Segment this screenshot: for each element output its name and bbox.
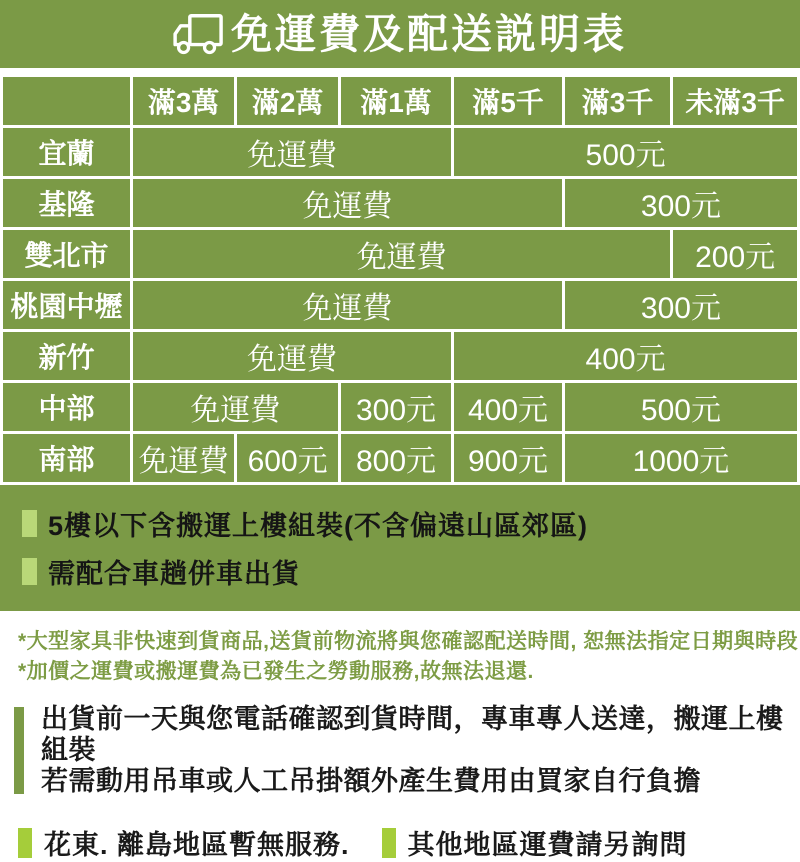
square-bullet-icon: [22, 558, 37, 585]
free-shipping-cell: 免運費: [131, 331, 452, 382]
column-header: 滿5千: [453, 76, 564, 127]
fee-cell: 800元: [339, 433, 452, 484]
fine-print-line: *大型家具非快速到貨商品,送貨前物流將與您確認配送時間, 恕無法指定日期與時段: [18, 630, 799, 653]
free-shipping-cell: 免運費: [131, 280, 563, 331]
fee-cell: 900元: [453, 433, 564, 484]
page-title: 免運費及配送説明表: [231, 10, 627, 57]
delivery-note-line: 若需動用吊車或人工吊掛額外產生費用由買家自行負擔: [41, 766, 701, 796]
vertical-bar-icon: [14, 707, 24, 794]
note-text: 5樓以下含搬運上樓組裝(不含偏遠山區郊區): [48, 511, 588, 541]
region-label: 雙北市: [2, 229, 132, 280]
bottom-notes: [18, 823, 800, 862]
fee-cell: 1000元: [563, 433, 798, 484]
square-bullet-icon: [382, 828, 396, 858]
white-section: [0, 611, 800, 862]
column-header: 滿1萬: [339, 76, 452, 127]
region-label: 基隆: [2, 178, 132, 229]
table-row: [2, 229, 799, 280]
fee-table: [0, 74, 800, 485]
fee-cell: 500元: [563, 382, 798, 433]
fine-print-line: *加價之運費或搬運費為已發生之勞動服務,故無法退還.: [18, 660, 534, 683]
fine-print: [18, 627, 800, 687]
free-shipping-cell: 免運費: [131, 433, 235, 484]
region-label: 桃園中壢: [2, 280, 132, 331]
fee-cell: 400元: [453, 382, 564, 433]
column-header: 滿3千: [563, 76, 671, 127]
square-bullet-icon: [18, 828, 32, 858]
table-row: [2, 127, 799, 178]
fee-cell: 200元: [672, 229, 799, 280]
note-text: 需配合車趟併車出貨: [48, 559, 300, 589]
table-row: [2, 178, 799, 229]
green-notes: [0, 485, 800, 611]
table-row: [2, 331, 799, 382]
free-shipping-cell: 免運費: [131, 127, 452, 178]
table-row: [2, 382, 799, 433]
free-shipping-cell: 免運費: [131, 229, 671, 280]
title-bar: [0, 0, 800, 68]
fee-cell: 600元: [236, 433, 340, 484]
list-item: [18, 823, 350, 862]
column-header: 未滿3千: [672, 76, 799, 127]
delivery-note-line: 出貨前一天與您電話確認到貨時間，專車專人送達，搬運上樓組裝: [41, 704, 784, 765]
region-label: 宜蘭: [2, 127, 132, 178]
table-row: [2, 433, 799, 484]
delivery-note: [14, 704, 800, 797]
fee-cell: 300元: [563, 178, 798, 229]
free-shipping-cell: 免運費: [131, 382, 339, 433]
region-label: 新竹: [2, 331, 132, 382]
list-item: [22, 552, 800, 591]
square-bullet-icon: [22, 510, 37, 537]
fee-cell: 300元: [339, 382, 452, 433]
note-text: 花東. 離島地區暫無服務.: [44, 830, 350, 860]
list-item: [22, 504, 800, 543]
fee-cell: 300元: [563, 280, 798, 331]
region-label: 中部: [2, 382, 132, 433]
corner-cell: [2, 76, 132, 127]
table-row: [2, 280, 799, 331]
fee-cell: 500元: [453, 127, 799, 178]
note-text: 其他地區運費請另詢問: [407, 830, 688, 860]
column-header: 滿2萬: [236, 76, 340, 127]
region-label: 南部: [2, 433, 132, 484]
list-item: [382, 823, 688, 862]
column-header: 滿3萬: [131, 76, 235, 127]
header-row: [2, 76, 799, 127]
truck-icon: [173, 13, 223, 55]
free-shipping-cell: 免運費: [131, 178, 563, 229]
fee-cell: 400元: [453, 331, 799, 382]
